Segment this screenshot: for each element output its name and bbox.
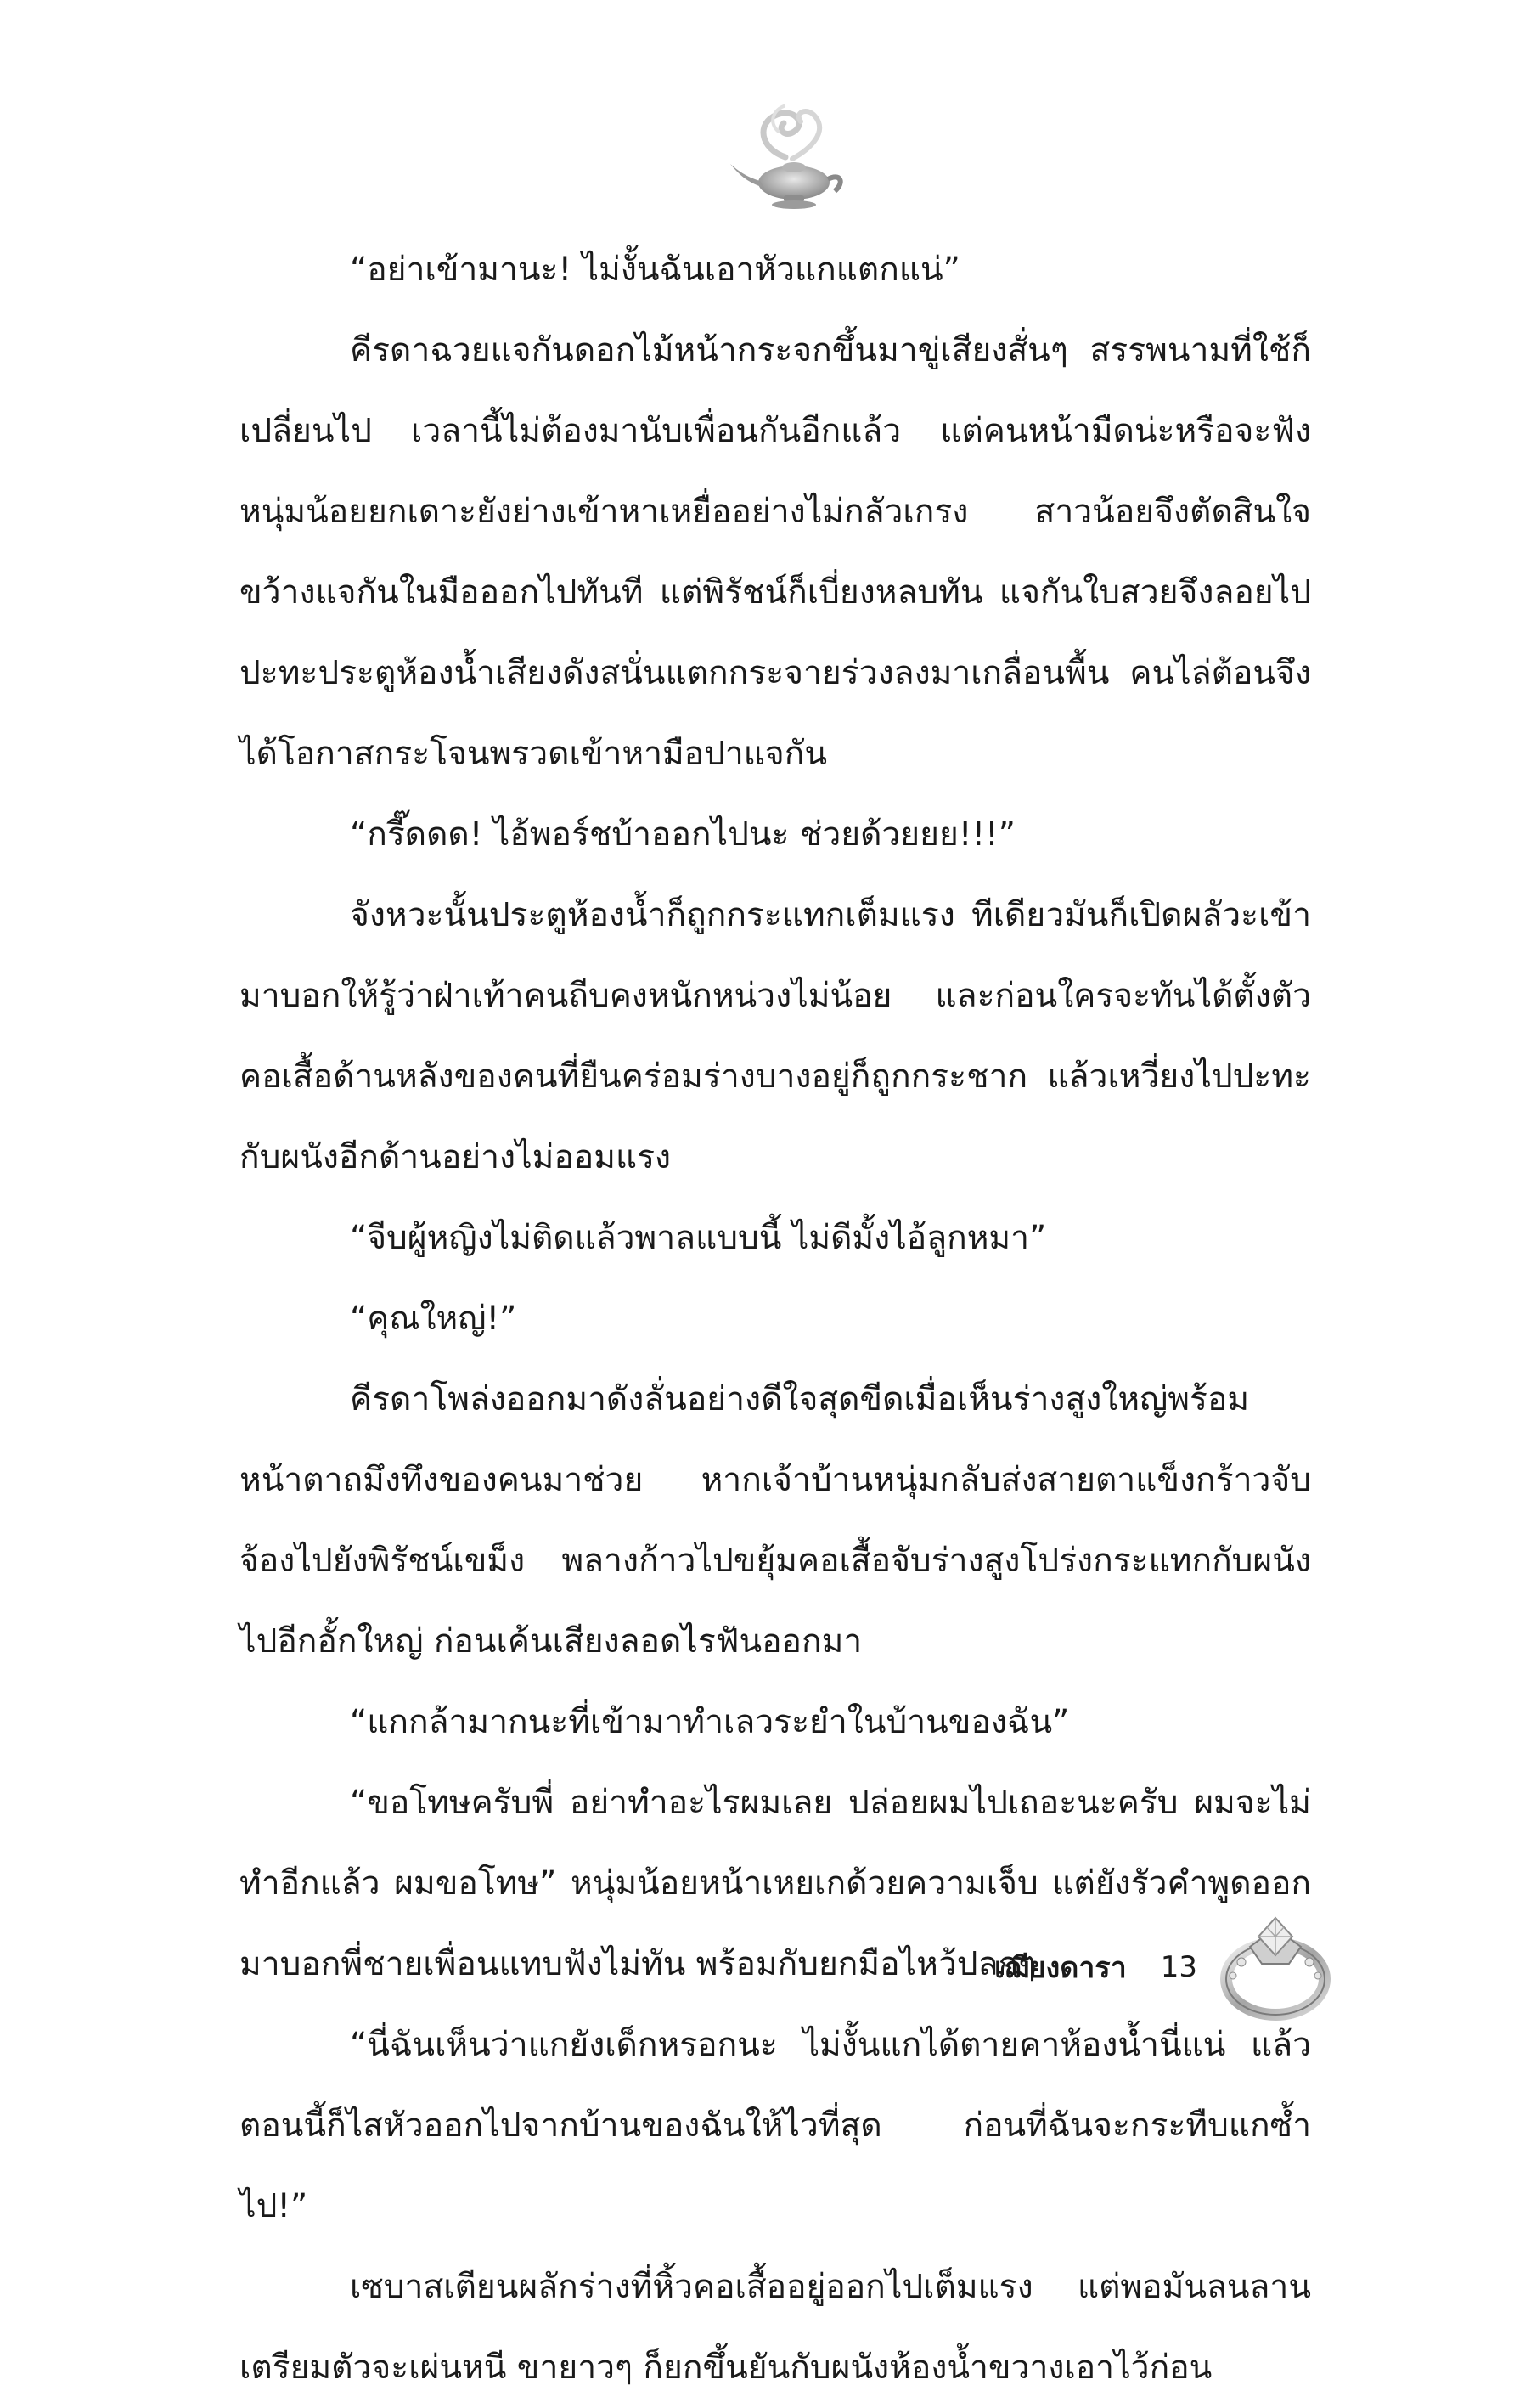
paragraph: คีรดาฉวยแจกันดอกไม้หน้ากระจกขึ้นมาขู่เสียงสั่นๆ สรรพนามที่ใช้ก็เปลี่ยนไป เวลานี้ไม่ต้องมานับเพื่อนกันอีกแล้ว แต่คนหน้ามืดน่ะหรือจะฟัง หนุ่มน้อยยกเดาะยังย่างเข้าหาเหยื่ออย่างไม่กลัวเกรง สาวน้อยจึงตัดสินใจขว้างแจกันในมือออกไปทันที แต่พิรัชน์ก็เบี่ยงหลบทัน แจกันใบสวยจึงลอยไปปะทะประตูห้องน้ำเสียงดังสนั่นแตกกระจายร่วงลงมาเกลื่อนพื้น คนไล่ต้อนจึงได้โอกาสกระโจนพรวดเข้าหามือปาแจกัน bbox=[239, 331, 1311, 773]
genie-lamp-icon bbox=[726, 98, 853, 212]
paragraph: เซบาสเตียนผลักร่างที่หิ้วคอเสื้ออยู่ออกไปเต็มแรง แต่พอมันลนลานเตรียมตัวจะเผ่นหนี ขายาวๆ ก็ยกขึ้นยันกับผนังห้องน้ำขวางเอาไว้ก่อน bbox=[239, 2268, 1311, 2387]
page-number: 13 bbox=[1160, 1950, 1197, 1984]
body-text bbox=[239, 229, 1311, 2408]
paragraph: “นี่ฉันเห็นว่าแกยังเด็กหรอกนะ ไม่งั้นแกได้ตายคาห้องน้ำนี่แน่ แล้วตอนนี้ก็ไสหัวออกไปจากบ้านของฉันให้ไวที่สุด ก่อนที่ฉันจะกระทืบแกซ้ำ ไป!” bbox=[239, 2026, 1311, 2225]
paragraph: “แกกล้ามากนะที่เข้ามาทำเลวระยำในบ้านของฉัน” bbox=[350, 1703, 1070, 1741]
paragraph: “คุณใหญ่!” bbox=[350, 1300, 517, 1338]
book-title: เฌียงดารา bbox=[994, 1951, 1127, 1985]
page-footer bbox=[993, 1937, 1197, 1997]
paragraph: “ขอโทษครับพี่ อย่าทำอะไรผมเลย ปล่อยผมไปเถอะนะครับ ผมจะไม่ทำอีกแล้ว ผมขอโทษ” หนุ่มน้อยหน้าเหยเกด้วยความเจ็บ แต่ยังรัวคำพูดออกมาบอกพี่ชายเพื่อนแทบฟังไม่ทัน พร้อมกับยกมือไหว้ปลกๆ bbox=[239, 1784, 1311, 1983]
paragraph: คีรดาโพล่งออกมาดังลั่นอย่างดีใจสุดขีดเมื่อเห็นร่างสูงใหญ่พร้อมหน้าตาถมึงทึงของคนมาช่วย หากเจ้าบ้านหนุ่มกลับส่งสายตาแข็งกร้าวจับจ้องไปยังพิรัชน์เขม็ง พลางก้าวไปขยุ้มคอเสื้อจับร่างสูงโปร่งกระแทกกับผนังไปอีกอั้กใหญ่ ก่อนเค้นเสียงลอดไรฟันออกมา bbox=[239, 1380, 1311, 1661]
paragraph: “อย่าเข้ามานะ! ไม่งั้นฉันเอาหัวแกแตกแน่” bbox=[350, 251, 960, 289]
paragraph: “กรี๊ดดด! ไอ้พอร์ชบ้าออกไปนะ ช่วยด้วยยย!!!” bbox=[350, 815, 1016, 854]
diamond-ring-icon bbox=[1206, 1894, 1342, 2030]
paragraph: จังหวะนั้นประตูห้องน้ำก็ถูกกระแทกเต็มแรง ทีเดียวมันก็เปิดผลัวะเข้ามาบอกให้รู้ว่าฝ่าเท้าคนถีบคงหนักหน่วงไม่น้อย และก่อนใครจะทันได้ตั้งตัว คอเสื้อด้านหลังของคนที่ยืนคร่อมร่างบางอยู่ก็ถูกกระชาก แล้วเหวี่ยงไปปะทะกับผนังอีกด้านอย่างไม่ออมแรง bbox=[239, 896, 1311, 1176]
paragraph: “จีบผู้หญิงไม่ติดแล้วพาลแบบนี้ ไม่ดีมั้งไอ้ลูกหมา” bbox=[350, 1219, 1047, 1257]
